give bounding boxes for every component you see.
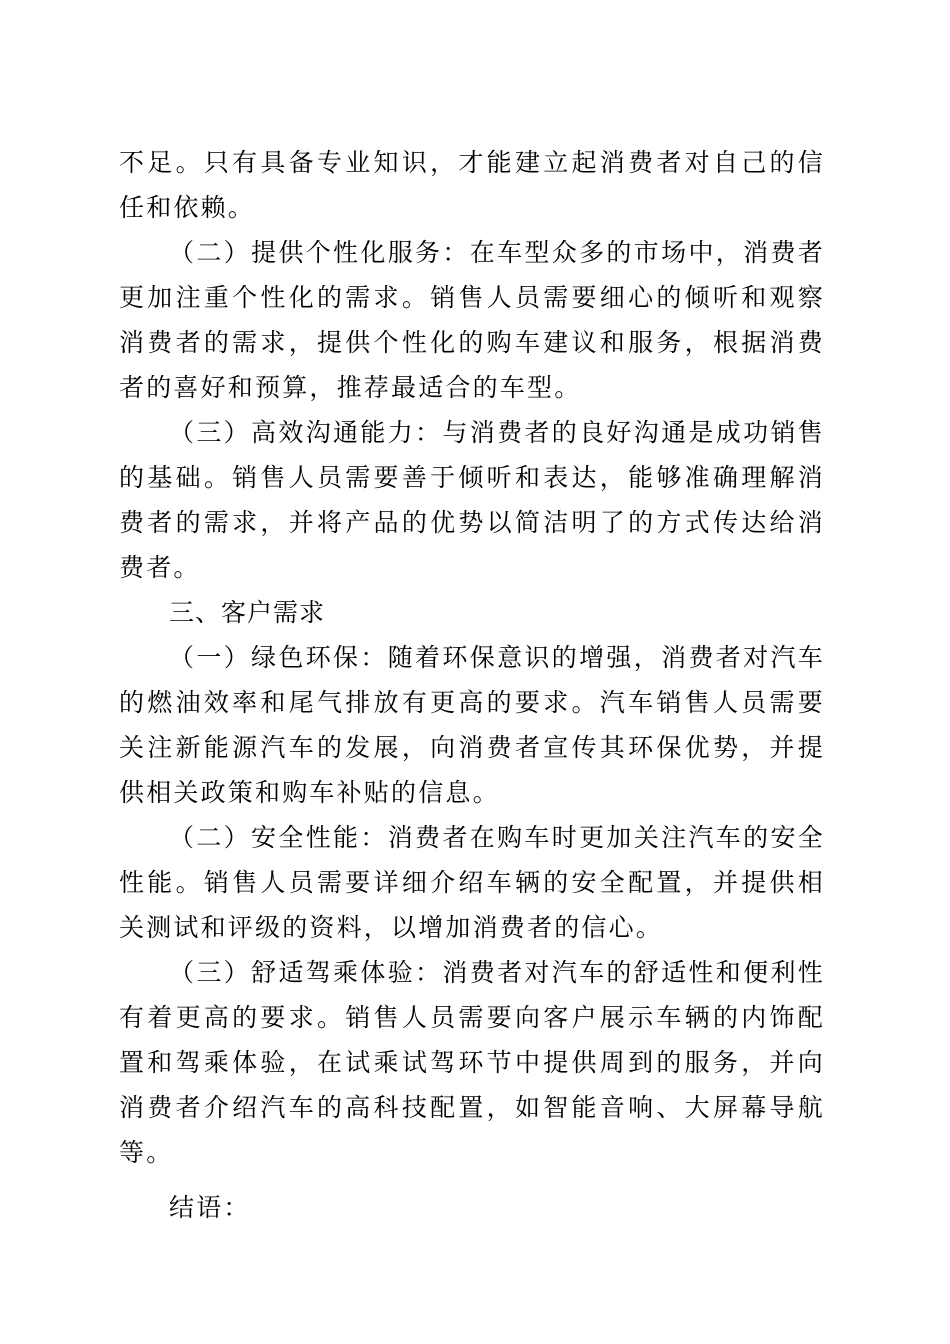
- paragraph-lead: （二）提供个性化服务：: [169, 238, 470, 267]
- paragraph-communication: [119, 410, 825, 590]
- paragraph-green: [119, 635, 825, 815]
- document-page: [119, 140, 825, 1230]
- section-heading-customer-needs: 三、客户需求: [169, 598, 326, 627]
- paragraph-text: 随着环保意识的增强，消费者对汽车的燃油效率和尾气排放有更高的要求。汽车销售人员需要关注新能源汽车的发展，向消费者宣传其环保优势，并提供相关政策和购车补贴的信息。: [119, 643, 825, 807]
- paragraph-lead: （二）安全性能：: [169, 823, 388, 852]
- paragraph-continuation: [119, 140, 825, 230]
- paragraph-text: 不足。只有具备专业知识，才能建立起消费者对自己的信任和依赖。: [119, 148, 825, 222]
- paragraph-lead: （一）绿色环保：: [169, 643, 388, 672]
- closing-label: 结语：: [169, 1193, 251, 1222]
- paragraph-comfort: [119, 950, 825, 1175]
- paragraph-text: 消费者在购车时更加关注汽车的安全性能。销售人员需要详细介绍车辆的安全配置，并提供相关测试和评级的资料，以增加消费者的信心。: [119, 823, 825, 942]
- paragraph-personalized-service: [119, 230, 825, 410]
- paragraph-text: 与消费者的良好沟通是成功销售的基础。销售人员需要善于倾听和表达，能够准确理解消费者的需求，并将产品的优势以简洁明了的方式传达给消费者。: [119, 418, 825, 582]
- paragraph-text: 在车型众多的市场中，消费者更加注重个性化的需求。销售人员需要细心的倾听和观察消费者的需求，提供个性化的购车建议和服务，根据消费者的喜好和预算，推荐最适合的车型。: [119, 238, 825, 402]
- paragraph-safety: [119, 815, 825, 950]
- paragraph-lead: （三）高效沟通能力：: [169, 418, 443, 447]
- paragraph-lead: （三）舒适驾乘体验：: [169, 958, 443, 987]
- paragraph-text: 消费者对汽车的舒适性和便利性有着更高的要求。销售人员需要向客户展示车辆的内饰配置和驾乘体验，在试乘试驾环节中提供周到的服务，并向消费者介绍汽车的高科技配置，如智能音响、大屏幕导航等。: [119, 958, 825, 1167]
